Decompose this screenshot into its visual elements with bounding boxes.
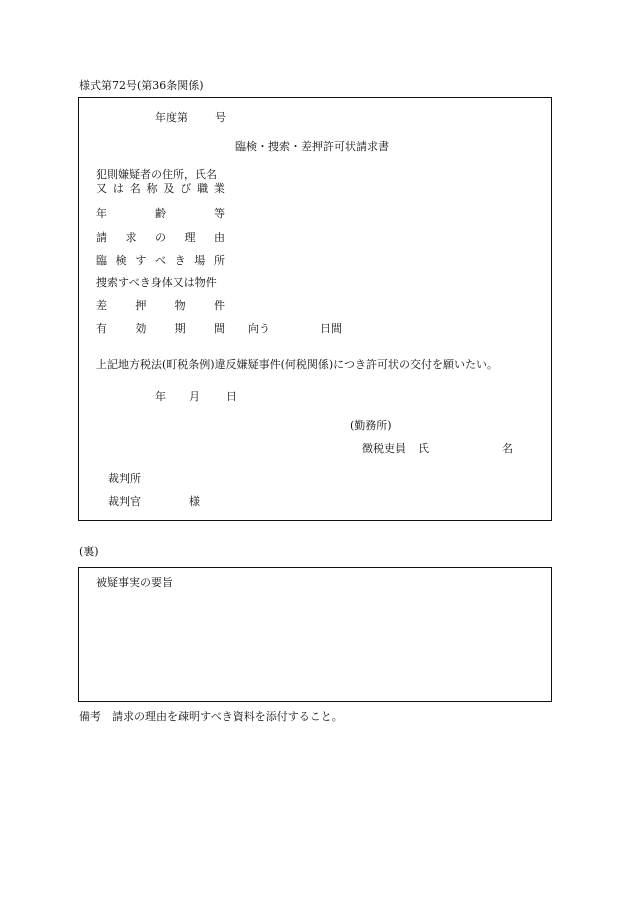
field-inspection-place: 臨 検 す べ き 場 所 [96,254,225,267]
date-year: 年 [155,390,166,403]
judge-label: 裁判官 [108,495,141,508]
court-label: 裁判所 [108,472,141,485]
field-reason: 請 求 の 理 由 [96,231,225,244]
field-seized-items: 差 押 物 件 [96,299,225,312]
name-label-second: 名 [502,442,513,455]
field-search-target: 捜索すべき身体又は物件 [96,276,217,289]
office-label: (勤務所) [350,419,392,432]
date-day: 日 [226,390,237,403]
year-number-label: 年度第 [155,111,188,124]
field-age: 年 齢 等 [96,207,225,220]
field-validity: 有 効 期 間 [96,322,225,335]
form-number: 様式第72号(第36条関係) [79,79,204,92]
name-label-first: 氏 [418,442,429,455]
form-title: 臨検・捜索・差押許可状請求書 [235,140,389,153]
validity-days: 日間 [320,322,342,335]
back-side-label: (裏) [79,545,99,558]
validity-prefix: 向う [248,322,270,335]
official-title: 徴税吏員 [362,442,406,455]
fact-summary-label: 被疑事実の要旨 [96,576,173,589]
honorific-sama: 様 [189,495,200,508]
request-statement: 上記地方税法(町税条例)違反嫌疑事件(何税関係)につき許可状の交付を願いたい。 [96,358,498,371]
date-month: 月 [189,390,200,403]
field-suspect-line2: 又 は 名 称 及 び 職 業 [96,182,225,195]
number-label: 号 [215,111,226,124]
field-suspect-line1: 犯則嫌疑者の住所，氏名 [96,168,217,181]
remarks-note: 備考 請求の理由を疎明すべき資料を添付すること。 [79,710,343,723]
